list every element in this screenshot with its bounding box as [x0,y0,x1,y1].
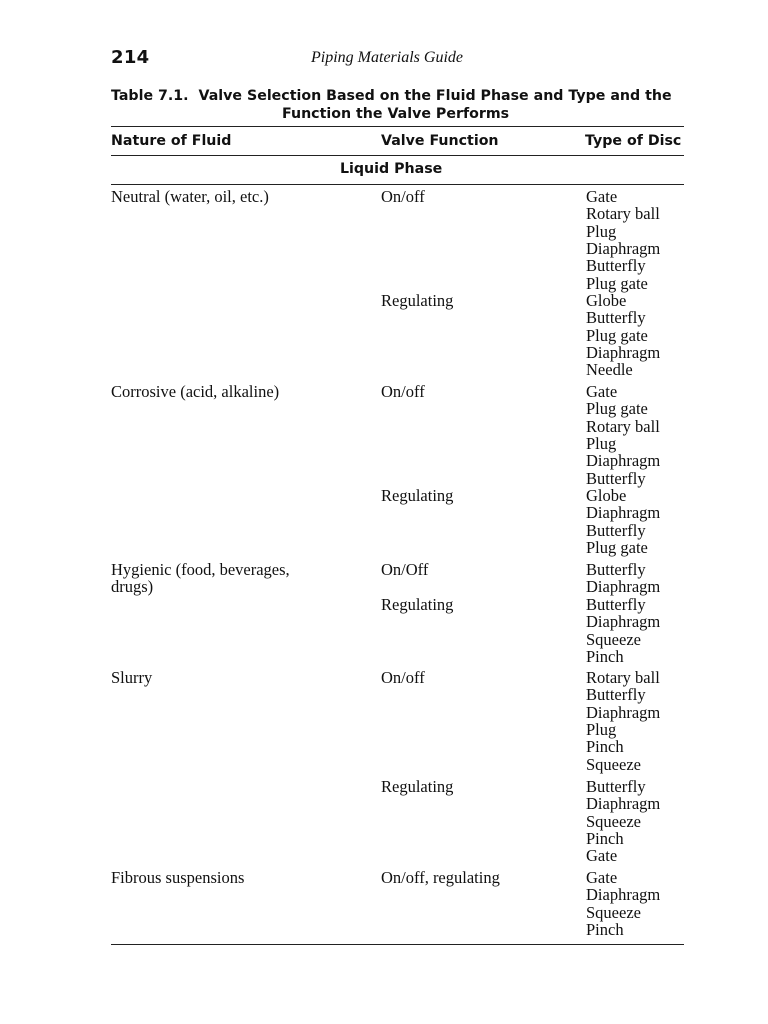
disc-type: Butterfly [586,595,646,614]
disc-type: Plug gate [586,273,648,293]
disc-type: Diaphragm [586,612,661,632]
disc-type: Plug [586,221,617,241]
disc-type: Needle [586,360,633,380]
fluid-name: Corrosive (acid, alkaline) [111,382,280,401]
valve-function: Regulating [381,291,454,310]
disc-type: Pinch [586,919,624,939]
running-head: Piping Materials Guide [311,49,463,66]
disc-type: Diaphragm [586,238,661,258]
disc-type: Squeeze [586,629,641,649]
disc-type: Gate [586,868,618,887]
disc-type: Diaphragm [586,503,661,523]
fluid-name: Slurry [111,668,153,687]
table-caption-line-2: Function the Valve Performs [282,106,510,122]
fluid-name: Hygienic (food, beverages, drugs) [111,560,290,597]
valve-function: Regulating [381,486,454,505]
disc-type: Globe [586,486,627,505]
disc-type: Squeeze [586,754,641,774]
disc-type: Rotary ball [586,416,660,436]
disc-type: Diaphragm [586,577,661,597]
valve-function: On/Off [381,560,429,579]
disc-type: Squeeze [586,902,641,922]
valve-function: On/off, regulating [381,868,500,887]
disc-type: Diaphragm [586,885,661,905]
table-bottom-rule [111,944,684,945]
disc-type: Butterfly [586,468,646,488]
valve-function: Regulating [381,777,454,796]
fluid-name: Fibrous suspensions [111,868,245,887]
fluid-name: Neutral (water, oil, etc.) [111,187,269,206]
disc-type: Butterfly [586,685,646,705]
header-rule [111,155,684,156]
disc-type: Rotary ball [586,668,660,687]
table-top-rule [111,126,684,127]
valve-function: On/off [381,668,425,687]
disc-type: Pinch [586,646,624,666]
disc-type: Gate [586,382,618,401]
disc-type: Pinch [586,737,624,757]
column-header-type-of-disc: Type of Disc [585,133,682,149]
page-number: 214 [111,47,150,68]
disc-type: Butterfly [586,256,646,276]
disc-type: Diaphragm [586,342,661,362]
disc-type: Butterfly [586,308,646,328]
disc-type: Diaphragm [586,794,661,814]
section-title-liquid-phase: Liquid Phase [340,161,443,177]
disc-type: Rotary ball [586,204,660,224]
section-rule [111,184,684,185]
disc-type: Globe [586,291,627,310]
disc-type: Plug [586,433,617,453]
column-header-nature-of-fluid: Nature of Fluid [111,133,232,149]
disc-type: Gate [586,187,618,206]
disc-type: Plug [586,719,617,739]
disc-type: Diaphragm [586,451,661,471]
valve-function: On/off [381,187,425,206]
disc-type: Plug gate [586,325,648,345]
disc-type: Plug gate [586,399,648,419]
disc-type: Squeeze [586,811,641,831]
disc-type: Gate [586,846,618,866]
disc-type: Butterfly [586,520,646,540]
disc-type: Butterfly [586,560,646,579]
disc-type: Plug gate [586,537,648,557]
disc-type: Pinch [586,828,624,848]
column-header-valve-function: Valve Function [381,133,499,149]
disc-type: Diaphragm [586,702,661,722]
table-caption [111,87,684,123]
table-caption-number: Table 7.1. [111,88,189,104]
table-caption-line-1: Valve Selection Based on the Fluid Phase and Type and the [198,88,672,104]
valve-function: Regulating [381,595,454,614]
valve-function: On/off [381,382,425,401]
disc-type: Butterfly [586,777,646,796]
